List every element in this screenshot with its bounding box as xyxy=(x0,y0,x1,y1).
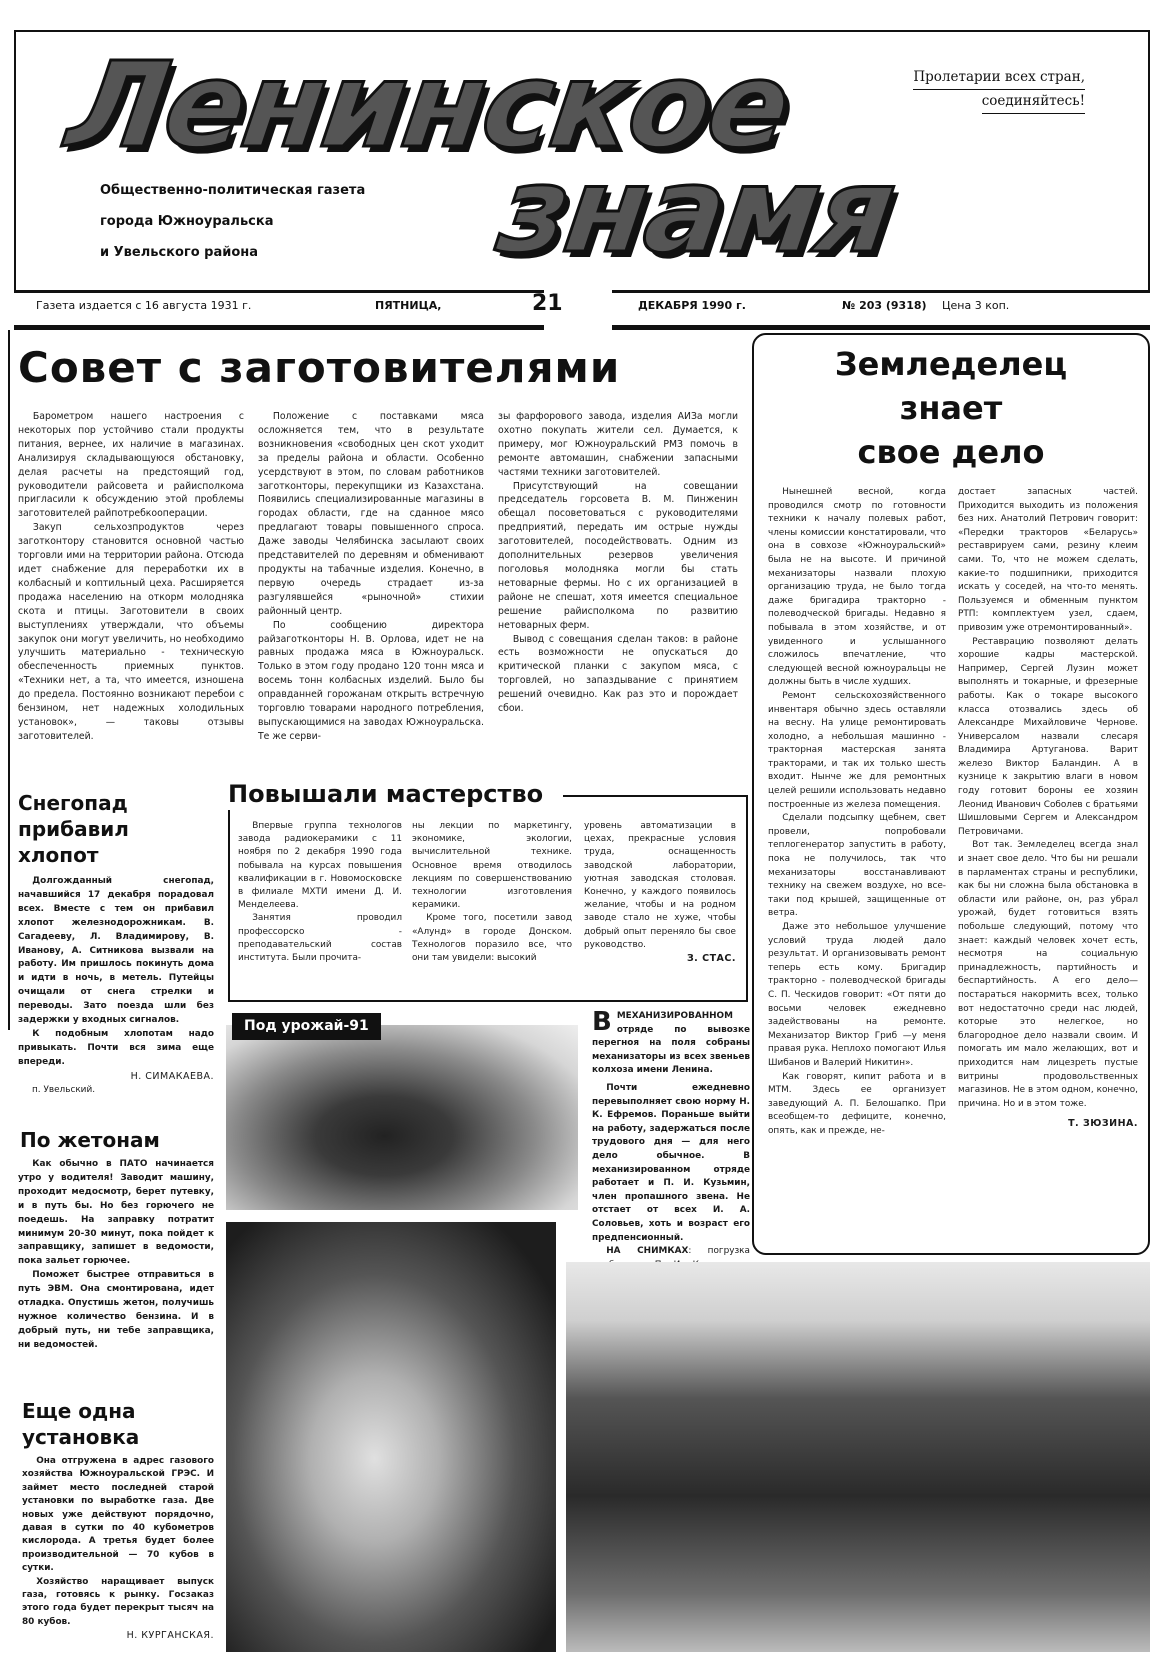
date-bar xyxy=(20,293,1150,319)
paragraph: Долгожданный снегопад, начавшийся 17 декабря порадовал всех. Вместе с тем он прибавил хлопот железнодорожникам. В. Сагадееву, Л. Владимирову, В. Иванову, А. Ситникова вызвали на работу. Им пришлось покинуть дома и идти в ночь, в метель. Путейцы очищали от снега стрелки и переводы. Зато поезда шли без задержки у входных сигналов. xyxy=(18,876,214,1026)
founded-text: Газета издается с 16 августа 1931 г. xyxy=(36,299,252,312)
section-label: Под урожай-91 xyxy=(232,1013,381,1040)
paragraph: Сделали подсыпку щебнем, свет провели, попробовали теплогенератор запустить в работу, пока не получилось, так что механизаторы восстанавливают технику на свежем воздухе, но все-таки под крышей, защищенные от ветра. xyxy=(768,813,946,919)
paragraph: Ремонт сельскохозяйственного инвентаря обычно здесь оставляли на весну. На улице ремонтировать холодно, а небольшая машинно - тракторная мастерская занята тракторами, и так их только шесть входит. Нынче же для ремонтных целей решили использовать недавно построенные из железа помещения. xyxy=(768,690,946,810)
issue-day: 21 xyxy=(532,291,563,316)
newspaper-logo-line1: Ленинское xyxy=(60,36,797,174)
subtitle-line3: и Увельского района xyxy=(100,245,259,260)
byline: Н. КУРГАНСКАЯ. xyxy=(126,1630,214,1642)
main-article-headline: Совет с заготовителями xyxy=(18,343,621,392)
issue-price: Цена 3 коп. xyxy=(942,299,1010,312)
paragraph: К подобным хлопотам надо привыкать. Почти вся зима еще впереди. xyxy=(18,1028,214,1067)
skill-article-col3 xyxy=(584,820,736,965)
rule xyxy=(14,325,544,330)
paragraph: Вот так. Земледелец всегда знал и знает свое дело. Что бы ни решали в парламентах страны и республики, как бы ни сложна была обстановка в области или районе, он, раз убрал урожай, будет готовиться взять побольше следующий, потому что знает: каждый человек хочет есть, несмотря на социальную принадлежность, партийность и беспартийность. А его дело—постараться накормить всех, только вот недостаточно среди нас людей, которые это нелегкое, но благородное дело назвали своим. И помогать им мало желающих, вот и приходится нам лицезреть пустые витрины продовольственных магазинов. Не в этом одном, конечно, причина. Но и в этом тоже. xyxy=(958,840,1138,1109)
lead-text: МЕХАНИЗИРОВАННОМ отряде по вывозке перегноя на поля собраны механизаторы из всех звеньев колхоза имени Ленина. xyxy=(592,1011,750,1076)
paragraph: По сообщению директора райзаготконторы Н. В. Орлова, идет не на равных продажа мяса в Южноуральск. Только в этом году продано 120 тонн мяса и восемь тонн колбасных изделий. Было бы оправданней горожанам открыть встречную торговлю товарами народного потребления, выпускающимися на заводах Южноуральска. Те же серви- xyxy=(258,619,484,742)
paragraph: Почти ежедневно перевыполняет свою норму Н. К. Ефремов. Пораньше выйти на работу, задержаться после трудового дня — для него дело обычное. В механизированном отряде работает и П. И. Кузьмин, член пропашного звена. Не отстает от всех И. А. Соловьев, хоть и возраст его предпенсионный. xyxy=(592,1082,750,1243)
paragraph: уровень автоматизации в цехах, прекрасные условия труда, оснащенность заводской лаборатории, уютная заводская столовая. Конечно, у каждого появилось желание, чтобы и на родном заводе стало не хуже, чтобы добрый опыт переняло бы свое руководство. xyxy=(584,821,736,950)
skill-article-col1 xyxy=(238,820,402,965)
snow-article-body xyxy=(18,875,214,1098)
slogan-line1: Пролетарии всех стран, xyxy=(913,66,1085,90)
paragraph: Вывод с совещания сделан таков: в районе есть возможности не опускаться до критической планки с закупом мяса, с торговлей, но запаздывание с принятием решений очевидно. Как раз это и порождает сбои. xyxy=(498,633,738,715)
install-article-body xyxy=(22,1455,214,1643)
headline-line2: знает xyxy=(899,389,1003,427)
paragraph: Присутствующий на совещании председатель горсовета В. М. Пинженин обещал посоветоваться с руководителями предприятий, передать им острые нужды заготовителей, посодействовать. Одним из дополнительных резервов увеличения поголовья молодняка могли бы стать нетоварные фермы. Но с их организацией в районе не спешат, хотя имеется специальное решение райисполкома по развитию нетоварных ферм. xyxy=(498,480,738,631)
photo-workers-resting xyxy=(566,1262,1150,1652)
page-edge-rule xyxy=(8,330,10,1030)
token-article-body xyxy=(18,1158,214,1353)
main-article-col1 xyxy=(18,410,244,744)
paragraph: ны лекции по маркетингу, экономике, экологии, вычислительной технике. Основное время отводилось лекциям по совершенствованию технологии изготовления керамики. xyxy=(412,821,572,911)
paragraph: Даже это небольшое улучшение условий труда людей дало результат. И организовывать ремонт теперь есть кому. Бригадир тракторно - полеводческой бригады С. П. Ческидов говорит: «От пяти до восьми человек ежедневно задействованы на ремонте. Механизатор Виктор Гриб —у меня правая рука. Неплохо помогают Илья Шибанов и Валерий Никитин». xyxy=(768,922,946,1068)
drop-cap: В xyxy=(592,1007,612,1037)
byline: З. СТАС. xyxy=(686,953,736,965)
subtitle-line2: города Южноуральска xyxy=(100,214,274,229)
slogan xyxy=(870,66,1085,114)
photo-portrait-kuzmin xyxy=(226,1222,556,1652)
paragraph: Нынешней весной, когда проводился смотр по готовности техники к началу полевых работ, члены комиссии констатировали, что она в совхозе «Южноуральский» была не на высоте. И причиной механизаторы назвали плохую организацию труда, не было тогда даже бригадира тракторно - полеводческой бригады. Недавно я побывала в этом хозяйстве, и от увиденного и услышанного сложилось впечатление, что следующей весной южноуральцы не должны быть в числе худших. xyxy=(768,487,946,688)
weekday: ПЯТНИЦА, xyxy=(375,299,442,312)
subtitle-line1: Общественно-политическая газета xyxy=(100,183,366,198)
newspaper-subtitle xyxy=(100,175,430,268)
skill-article-headline: Повышали мастерство xyxy=(228,778,547,810)
paragraph: зы фарфорового завода, изделия АИЗа могли охотно покупать жители сел. Думается, к примеру, мог Южноуральский РМЗ помочь в ремонте автомашин, снабжении запасными частями техники заготовителей. xyxy=(498,411,738,478)
headline-line1: Земледелец xyxy=(834,345,1068,383)
caption-label: НА СНИМКАХ xyxy=(606,1246,689,1257)
issue-month-year: ДЕКАБРЯ 1990 г. xyxy=(638,299,746,312)
paragraph: Как обычно в ПАТО начинается утро у водителя! Заводит машину, проходит медосмотр, берет путевку, и в путь бы. Но без горючего не поедешь. На заправку потратит минимум 20-30 минут, пока пойдет к заправщику, запишет в ведомости, пока зальет горючее. xyxy=(18,1159,214,1267)
byline-location: п. Увельский. xyxy=(32,1084,96,1095)
photo-tractor-loading xyxy=(226,1025,578,1210)
main-article-col3 xyxy=(498,410,738,716)
caption-text: : погрузка xyxy=(688,1246,750,1257)
boxed-article-col1 xyxy=(768,486,946,1139)
snow-article-headline xyxy=(18,790,129,868)
headline-line3: свое дело xyxy=(857,433,1045,471)
token-article-headline: По жетонам xyxy=(20,1128,160,1152)
paragraph: Реставрацию позволяют делать хорошие кадры мастерской. Например, Сергей Лузин может выполнять и токарные, и фрезерные работы. Как о токаре высокого класса отозвались здесь об Александре Михайловиче Чернове. Универсалом назвали слесаря Владимира Артуганова. Варит железо Виктор Баландин. А в кузнице к закрытию влаги в новом году готовит бороны ее хозяин Леонид Иванович Соболев с братьями Шишловыми Сергем и Александром Петровичами. xyxy=(958,636,1138,837)
headline-line2: установка xyxy=(22,1425,140,1449)
newspaper-logo-line2: знамя xyxy=(490,141,902,279)
boxed-article-headline xyxy=(752,342,1150,474)
paragraph: Занятия проводил профессорско - преподавательский состав института. Были прочита- xyxy=(238,913,402,964)
issue-number: № 203 (9318) xyxy=(842,299,927,312)
paragraph: Как говорят, кипит работа и в МТМ. Здесь ее организует заведующий А. П. Белошапко. При всеобщем-то дефиците, конечно, опять, как и прежде, не- xyxy=(768,1071,946,1136)
byline: Н. СИМАКАЕВА. xyxy=(130,1070,214,1082)
rule xyxy=(612,325,1150,330)
main-article-col2 xyxy=(258,410,484,744)
boxed-article-col2 xyxy=(958,486,1138,1131)
headline-line2: прибавил xyxy=(18,817,129,841)
paragraph: Она отгружена в адрес газового хозяйства Южноуральской ГРЭС. И займет место последней старой установки по выработке газа. Две новых уже действуют порядочно, давая в сутки по 40 кубометров кислорода. А третья будет более производительной — 70 кубов в сутки. xyxy=(22,1456,214,1574)
rule xyxy=(563,795,748,797)
headline-line3: хлопот xyxy=(18,843,99,867)
install-article-headline xyxy=(22,1398,139,1450)
paragraph: Поможет быстрее отправиться в путь ЭВМ. Она смонтирована, идет отладка. Опустишь жетон, получишь нужное количество бензина. И в добрый путь, ни тебе заправщика, ни ведомостей. xyxy=(18,1270,214,1350)
paragraph: достает запасных частей. Приходится выходить из положения без них. Анатолий Петрович говорит: «Передки тракторов «Беларусь» реставрируем сами, резину клеим сами. То, что не можем сделать, какие-то подшипники, приходится искать у соседей, на что-то менять. Пользуемся и обменным пунктом РТП: комплектуем узел, сдаем, привозим уже отремонтированный». xyxy=(958,487,1138,633)
paragraph: Хозяйство наращивает выпуск газа, готовясь к рынку. Госзаказ этого года будет перекрыт тысяч на 80 кубов. xyxy=(22,1576,214,1627)
paragraph: Положение с поставками мяса осложняется тем, что в результате возникновения «свободных цен скот уходит за пределы района и области. Особенно усердствуют в этом, по словам работников заготконторы, перекупщики из Казахстана. Появились специализированные магазины в городах области, где на сданное мясо предлагают товары повышенного спроса. Даже заводы Челябинска засылают своих представителей по деревням и обменивают продукты на табачные изделия. Конечно, в первую очередь страдает из-за разгулявшейся «рыночной» стихии районный центр. xyxy=(258,411,484,617)
slogan-line2: соединяйтесь! xyxy=(982,90,1085,114)
headline-line1: Еще одна xyxy=(22,1399,136,1423)
headline-line1: Снегопад xyxy=(18,791,128,815)
paragraph: Кроме того, посетили завод «Алунд» в городе Донском. Технологов поразило все, что они там увидели: высокий xyxy=(412,913,572,964)
byline: Т. ЗЮЗИНА. xyxy=(1068,1118,1138,1130)
skill-article-col2 xyxy=(412,820,572,965)
harvest-article-body xyxy=(592,1007,750,1286)
paragraph: Барометром нашего настроения с некоторых пор устойчиво стали продукты питания, вернее, их наличие в магазинах. Анализируя складывающуюся обстановку, делая расчеты на предстоящий год, руководители райсовета и райисполкома пригласили к обсуждению этой проблемы заготовителей райпотребкооперации. xyxy=(18,411,244,520)
paragraph: Впервые группа технологов завода радиокерамики с 11 ноября по 2 декабря 1990 года побывала на курсах повышения квалификации в г. Новомосковске в филиале МХТИ имени Д. И. Менделеева. xyxy=(238,821,402,911)
paragraph: Закуп сельхозпродуктов через заготконтору становится основной частью торговли ими на территории района. Отсюда идет снабжение для переработки их в колбасный и коптильный цеха. Расширяется продажа населению на откорм молодняка скота и птицы. Заготовители в своих выступлениях утверждали, что объемы закупок они могут увеличить, но необходимо улучшить материально - техническую обеспеченность приемных пунктов. «Техники нет, а та, что имеется, изношена до предела. Постоянно возникают перебои с бензином, нет надежных холодильных установок», — таковы отзывы заготовителей. xyxy=(18,522,244,742)
